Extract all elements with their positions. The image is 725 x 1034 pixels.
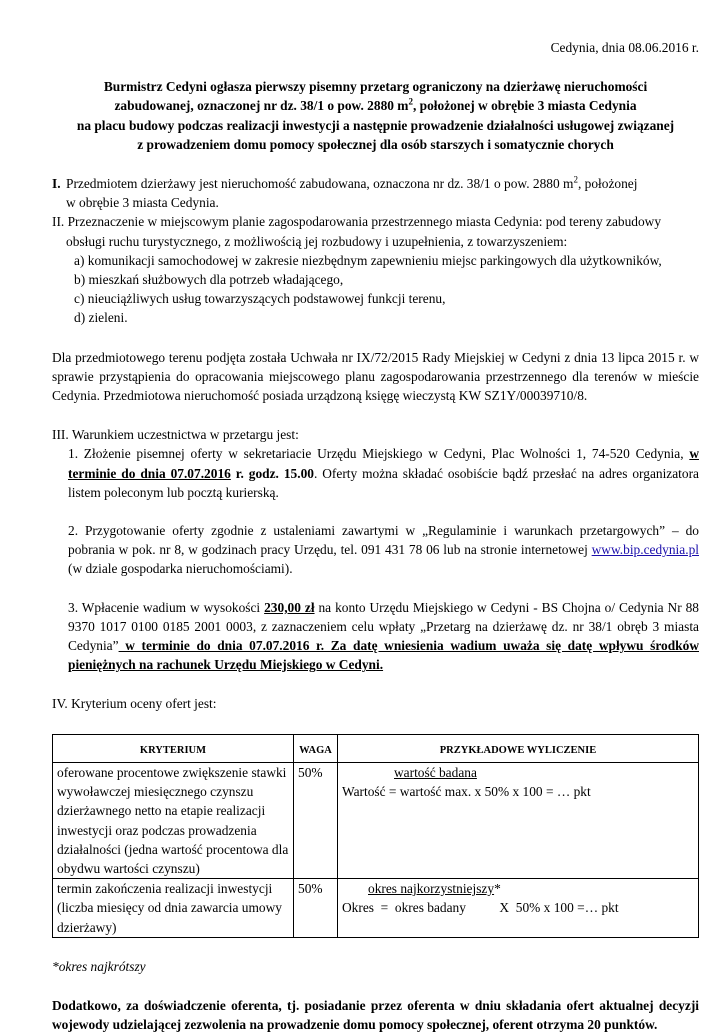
bip-link[interactable]: www.bip.cedynia.pl	[591, 542, 699, 558]
row-2-calc: okres najkorzystniejszy* Okres = okres badany X 50% x 100 =… pkt	[338, 879, 699, 938]
section-2-line-2: obsługi ruchu turystycznego, z możliwością jej rozbudowy i uzupełnienia, z towarzyszeniem:	[66, 233, 568, 249]
row-1-criterion: oferowane procentowe zwiększenie stawki wywoławczej miesięcznego czynszu dzierżawnego netto na etapie realizacji inwestycji oraz podczas prowadzenia działalności (jedna wartość procentowa dla obydwu wartości czynszu)	[53, 762, 294, 878]
row-2-criterion: termin zakończenia realizacji inwestycji (liczba miesięcy od dnia zawarcia umowy dzierżawy)	[53, 879, 294, 938]
section-2-item-c: c) nieuciążliwych usług towarzyszących podstawowej funkcji terenu,	[74, 291, 446, 307]
criteria-table	[52, 734, 699, 938]
section-2-item-b: b) mieszkań służbowych dla potrzeb władającego,	[74, 272, 344, 288]
row-2-calc-bottom: Okres = okres badany X 50% x 100 =… pkt	[342, 900, 619, 916]
section-2-item-d: d) zieleni.	[74, 310, 128, 326]
criteria-table-header	[53, 734, 699, 762]
header-weight: WAGA	[294, 734, 338, 762]
section-1: I. Przedmiotem dzierżawy jest nieruchomość zabudowana, oznaczona nr dz. 38/1 o pow. 2880 $m^2$, położonej w obrębie 3 miasta Cedynia.	[52, 174, 699, 212]
deposit-deadline-note: w terminie do dnia 07.07.2016 r. Za datę wniesienia wadium uważa się datę wpływu środków pieniężnych na rachunek Urzędu Miejskiego w Cedyni.	[68, 638, 699, 673]
section-2-item-a: a) komunikacji samochodowej w zakresie niezbędnym zapewnieniu miejsc parkingowych dla użytkowników,	[74, 252, 662, 268]
row-1-calc-bottom: Wartość = wartość max. x 50% x 100 = … pkt	[342, 784, 591, 800]
resolution-paragraph: Dla przedmiotowego terenu podjęta została Uchwała nr IX/72/2015 Rady Miejskiej w Cedyni z dnia 13 lipca 2015 r. w sprawie przystąpienia do opracowania miejscowego planu zagospodarowania przestrzennego dla terenów w mieście Cedynia. Przedmiotowa nieruchomość posiada urządzoną księgę wieczystą KW SZ1Y/00039710/8.	[52, 349, 699, 404]
row-2-calc-top: okres najkorzystniejszy	[368, 881, 495, 897]
row-1-calc	[338, 762, 699, 878]
final-paragraph: Dodatkowo, za doświadczenie oferenta, tj. posiadanie przez oferenta w dniu składania ofert aktualnej decyzji wojewody udzielającej zezwolenia na prowadzenie domu pomocy społecznej, oferent otrzyma 20 punktów.	[52, 997, 699, 1033]
row-1-weight: 50%	[294, 762, 338, 878]
heading-line-4: z prowadzeniem domu pomocy społecznej dla osób starszych i somatycznie chorych	[137, 136, 614, 152]
section-4-title: IV. Kryterium oceny ofert jest:	[52, 696, 217, 712]
table-row	[53, 762, 699, 878]
row-2-weight: 50%	[294, 879, 338, 938]
section-3-item-3: 3. Wpłacenie wadium w wysokości 230,00 zł na konto Urzędu Miejskiego w Cedyni - BS Chojna o/ Cedynia Nr 88 9370 1017 0100 0185 2001 0003, z zaznaczeniem celu wpłaty „Przetarg na dzierżawę dz. nr 38/1 obręb 3 miasta Cedynia” w terminie do dnia 07.07.2016 r. Za datę wniesienia wadium uważa się datę wpływu środków pieniężnych na rachunek Urzędu Miejskiego w Cedyni.	[68, 599, 700, 673]
row-1-calc-top: wartość badana	[394, 764, 477, 780]
section-1-text-cont: w obrębie 3 miasta Cedynia.	[66, 195, 219, 211]
deposit-amount: 230,00 zł	[264, 599, 315, 615]
heading-line-3: na placu budowy podczas realizacji inwestycji a następnie prowadzenie działalności usługowej związanej	[76, 117, 675, 133]
section-2	[52, 212, 699, 327]
heading-line-2: zabudowanej, oznaczonej nr dz. 38/1 o pow. 2880 $m^2$, położonej w obrębie 3 miasta Cedynia	[114, 96, 637, 114]
section-3-item-2: 2. Przygotowanie oferty zgodnie z ustaleniami zawartymi w „Regulaminie i warunkach przetargowych” – do pobrania w pok. nr 8, w godzinach pracy Urzędu, tel. 091 431 78 06 lub na stronie internetowej www.bip.cedynia.pl (w dziale gospodarka nieruchomościami).	[68, 523, 699, 577]
header-example: PRZYKŁADOWE WYLICZENIE	[338, 734, 699, 762]
section-2-line-1: II. Przeznaczenie w miejscowym planie zagospodarowania przestrzennego miasta Cedynia: pod tereny zabudowy	[52, 214, 662, 230]
section-3	[52, 425, 699, 674]
footnote: *okres najkrótszy	[52, 958, 146, 974]
submission-deadline: w terminie do dnia 07.07.2016	[68, 446, 699, 481]
section-1-number: I.	[52, 176, 61, 192]
section-3-item-1: 1. Złożenie pisemnej oferty w sekretariacie Urzędu Miejskiego w Cedyni, Plac Wolności 1, 74-520 Cedynia, w terminie do dnia 07.07.2016 r. godz. 15.00. Oferty można składać osobiście bądź przesłać na adres organizatora listem poleconym lub pocztą kurierską.	[68, 446, 700, 500]
header-criterion: KRYTERIUM	[53, 734, 294, 762]
table-row	[53, 879, 699, 938]
announcement-heading	[52, 77, 699, 154]
heading-line-1: Burmistrz Cedyni ogłasza pierwszy pisemny przetarg ograniczony na dzierżawę nieruchomości	[103, 79, 648, 95]
date-line: Cedynia, dnia 08.06.2016 r.	[550, 40, 699, 55]
section-3-title: III. Warunkiem uczestnictwa w przetargu jest:	[52, 427, 299, 443]
